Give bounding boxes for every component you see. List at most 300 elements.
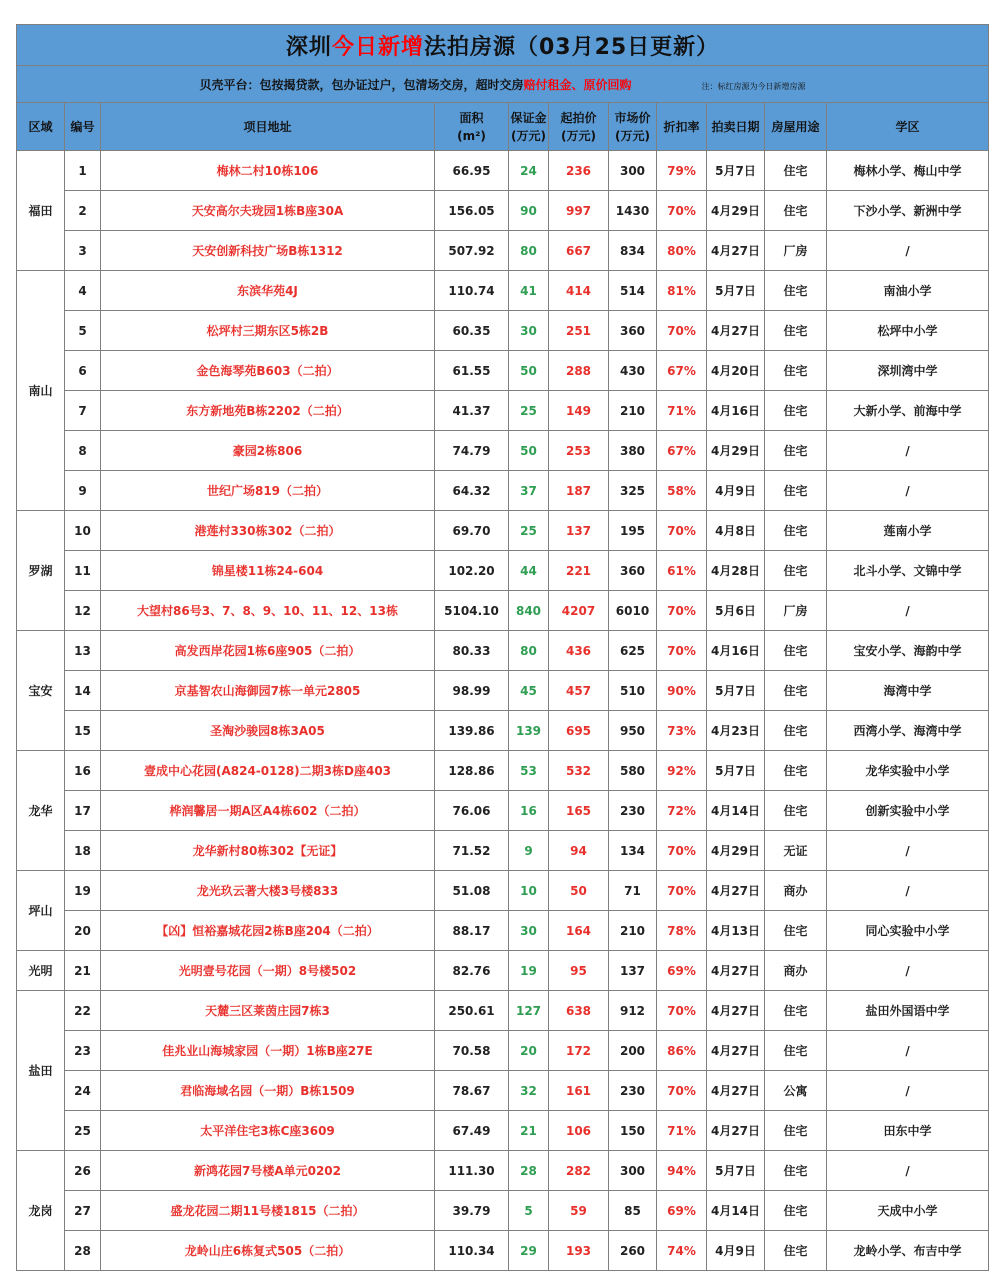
cell-date: 4月16日 bbox=[707, 631, 765, 671]
cell-market-price: 912 bbox=[609, 991, 657, 1031]
cell-date: 4月9日 bbox=[707, 1231, 765, 1271]
cell-start-price: 221 bbox=[549, 551, 609, 591]
cell-area: 61.55 bbox=[435, 351, 509, 391]
cell-market-price: 210 bbox=[609, 911, 657, 951]
cell-school: / bbox=[827, 951, 989, 991]
cell-school: / bbox=[827, 1071, 989, 1111]
cell-address: 桦润馨居一期A区A4栋602（二拍） bbox=[101, 791, 435, 831]
subtitle bbox=[17, 66, 989, 103]
cell-no: 10 bbox=[65, 511, 101, 551]
cell-usage: 住宅 bbox=[765, 911, 827, 951]
cell-discount: 69% bbox=[657, 1191, 707, 1231]
cell-address: 大望村86号3、7、8、9、10、11、12、13栋 bbox=[101, 591, 435, 631]
table-row bbox=[17, 871, 989, 911]
cell-start-price: 95 bbox=[549, 951, 609, 991]
cell-start-price: 532 bbox=[549, 751, 609, 791]
cell-deposit: 45 bbox=[509, 671, 549, 711]
cell-discount: 92% bbox=[657, 751, 707, 791]
cell-no: 17 bbox=[65, 791, 101, 831]
cell-region: 罗湖 bbox=[17, 511, 65, 631]
header-deposit-line2: (万元) bbox=[511, 128, 546, 143]
cell-usage: 住宅 bbox=[765, 511, 827, 551]
cell-date: 4月27日 bbox=[707, 951, 765, 991]
cell-discount: 67% bbox=[657, 431, 707, 471]
cell-start-price: 165 bbox=[549, 791, 609, 831]
cell-start-price: 164 bbox=[549, 911, 609, 951]
cell-deposit: 90 bbox=[509, 191, 549, 231]
cell-deposit: 19 bbox=[509, 951, 549, 991]
cell-usage: 住宅 bbox=[765, 1031, 827, 1071]
cell-area: 88.17 bbox=[435, 911, 509, 951]
table-row bbox=[17, 631, 989, 671]
cell-discount: 80% bbox=[657, 231, 707, 271]
header-row bbox=[17, 103, 989, 151]
cell-usage: 住宅 bbox=[765, 431, 827, 471]
table-row bbox=[17, 991, 989, 1031]
cell-no: 24 bbox=[65, 1071, 101, 1111]
cell-discount: 86% bbox=[657, 1031, 707, 1071]
cell-region: 光明 bbox=[17, 951, 65, 991]
cell-discount: 70% bbox=[657, 311, 707, 351]
cell-area: 507.92 bbox=[435, 231, 509, 271]
cell-area: 156.05 bbox=[435, 191, 509, 231]
cell-no: 28 bbox=[65, 1231, 101, 1271]
cell-date: 4月27日 bbox=[707, 991, 765, 1031]
header-start-price bbox=[549, 103, 609, 151]
cell-no: 19 bbox=[65, 871, 101, 911]
cell-address: 圣淘沙骏园8栋3A05 bbox=[101, 711, 435, 751]
cell-date: 4月27日 bbox=[707, 1071, 765, 1111]
cell-usage: 住宅 bbox=[765, 671, 827, 711]
cell-deposit: 127 bbox=[509, 991, 549, 1031]
cell-school: / bbox=[827, 431, 989, 471]
cell-address: 天麓三区莱茵庄园7栋3 bbox=[101, 991, 435, 1031]
cell-market-price: 230 bbox=[609, 1071, 657, 1111]
cell-usage: 住宅 bbox=[765, 711, 827, 751]
table-row bbox=[17, 551, 989, 591]
subtitle-row bbox=[17, 66, 989, 103]
cell-school: 莲南小学 bbox=[827, 511, 989, 551]
header-discount: 折扣率 bbox=[657, 103, 707, 151]
cell-deposit: 28 bbox=[509, 1151, 549, 1191]
cell-date: 4月14日 bbox=[707, 791, 765, 831]
cell-school: 同心实验中小学 bbox=[827, 911, 989, 951]
cell-start-price: 638 bbox=[549, 991, 609, 1031]
cell-school: 梅林小学、梅山中学 bbox=[827, 151, 989, 191]
cell-usage: 住宅 bbox=[765, 151, 827, 191]
cell-school: 西湾小学、海湾中学 bbox=[827, 711, 989, 751]
table-row bbox=[17, 471, 989, 511]
cell-start-price: 288 bbox=[549, 351, 609, 391]
title-row bbox=[17, 25, 989, 66]
title-suffix: 法拍房源（03月25日更新） bbox=[423, 34, 720, 60]
cell-date: 4月27日 bbox=[707, 311, 765, 351]
cell-discount: 74% bbox=[657, 1231, 707, 1271]
table-row bbox=[17, 1111, 989, 1151]
cell-market-price: 260 bbox=[609, 1231, 657, 1271]
header-date: 拍卖日期 bbox=[707, 103, 765, 151]
cell-region: 南山 bbox=[17, 271, 65, 511]
cell-deposit: 41 bbox=[509, 271, 549, 311]
cell-address: 龙岭山庄6栋复式505（二拍） bbox=[101, 1231, 435, 1271]
cell-area: 66.95 bbox=[435, 151, 509, 191]
cell-school: 大新小学、前海中学 bbox=[827, 391, 989, 431]
cell-address: 天安高尔夫珑园1栋B座30A bbox=[101, 191, 435, 231]
cell-start-price: 414 bbox=[549, 271, 609, 311]
cell-date: 4月16日 bbox=[707, 391, 765, 431]
cell-school: 田东中学 bbox=[827, 1111, 989, 1151]
cell-market-price: 430 bbox=[609, 351, 657, 391]
cell-school: 盐田外国语中学 bbox=[827, 991, 989, 1031]
cell-start-price: 94 bbox=[549, 831, 609, 871]
cell-market-price: 510 bbox=[609, 671, 657, 711]
header-deposit-line1: 保证金 bbox=[510, 110, 547, 125]
cell-market-price: 210 bbox=[609, 391, 657, 431]
cell-market-price: 150 bbox=[609, 1111, 657, 1151]
cell-deposit: 21 bbox=[509, 1111, 549, 1151]
cell-market-price: 325 bbox=[609, 471, 657, 511]
cell-usage: 住宅 bbox=[765, 631, 827, 671]
cell-start-price: 997 bbox=[549, 191, 609, 231]
cell-discount: 73% bbox=[657, 711, 707, 751]
cell-school: 海湾中学 bbox=[827, 671, 989, 711]
cell-date: 4月8日 bbox=[707, 511, 765, 551]
cell-deposit: 25 bbox=[509, 391, 549, 431]
cell-no: 25 bbox=[65, 1111, 101, 1151]
cell-usage: 住宅 bbox=[765, 1231, 827, 1271]
cell-discount: 69% bbox=[657, 951, 707, 991]
cell-discount: 70% bbox=[657, 831, 707, 871]
cell-start-price: 149 bbox=[549, 391, 609, 431]
cell-start-price: 193 bbox=[549, 1231, 609, 1271]
table-row bbox=[17, 191, 989, 231]
cell-address: 世纪广场819（二拍） bbox=[101, 471, 435, 511]
header-market-line2: (万元) bbox=[615, 128, 650, 143]
cell-discount: 70% bbox=[657, 991, 707, 1031]
cell-usage: 厂房 bbox=[765, 591, 827, 631]
cell-no: 2 bbox=[65, 191, 101, 231]
cell-date: 4月13日 bbox=[707, 911, 765, 951]
cell-address: 金色海琴苑B603（二拍） bbox=[101, 351, 435, 391]
table-row bbox=[17, 1151, 989, 1191]
cell-usage: 住宅 bbox=[765, 271, 827, 311]
cell-discount: 70% bbox=[657, 191, 707, 231]
cell-start-price: 667 bbox=[549, 231, 609, 271]
cell-usage: 住宅 bbox=[765, 791, 827, 831]
cell-usage: 公寓 bbox=[765, 1071, 827, 1111]
cell-no: 27 bbox=[65, 1191, 101, 1231]
header-deposit bbox=[509, 103, 549, 151]
cell-area: 250.61 bbox=[435, 991, 509, 1031]
table-row bbox=[17, 831, 989, 871]
cell-school: 龙岭小学、布吉中学 bbox=[827, 1231, 989, 1271]
cell-discount: 71% bbox=[657, 1111, 707, 1151]
cell-address: 豪园2栋806 bbox=[101, 431, 435, 471]
cell-address: 龙华新村80栋302【无证】 bbox=[101, 831, 435, 871]
cell-deposit: 9 bbox=[509, 831, 549, 871]
table-row bbox=[17, 1071, 989, 1111]
cell-deposit: 30 bbox=[509, 911, 549, 951]
cell-school: 龙华实验中小学 bbox=[827, 751, 989, 791]
cell-discount: 70% bbox=[657, 1071, 707, 1111]
cell-deposit: 30 bbox=[509, 311, 549, 351]
table-row bbox=[17, 311, 989, 351]
table-row bbox=[17, 351, 989, 391]
cell-address: 东方新地苑B栋2202（二拍） bbox=[101, 391, 435, 431]
header-start-line1: 起拍价 bbox=[560, 110, 597, 125]
cell-usage: 住宅 bbox=[765, 351, 827, 391]
cell-address: 高发西岸花园1栋6座905（二拍） bbox=[101, 631, 435, 671]
cell-address: 壹成中心花园(A824-0128)二期3栋D座403 bbox=[101, 751, 435, 791]
cell-address: 京基智农山海御园7栋一单元2805 bbox=[101, 671, 435, 711]
cell-deposit: 25 bbox=[509, 511, 549, 551]
cell-usage: 商办 bbox=[765, 871, 827, 911]
cell-school: / bbox=[827, 871, 989, 911]
cell-start-price: 236 bbox=[549, 151, 609, 191]
cell-no: 4 bbox=[65, 271, 101, 311]
table-row bbox=[17, 791, 989, 831]
cell-no: 23 bbox=[65, 1031, 101, 1071]
cell-start-price: 251 bbox=[549, 311, 609, 351]
cell-area: 111.30 bbox=[435, 1151, 509, 1191]
cell-no: 13 bbox=[65, 631, 101, 671]
cell-region: 宝安 bbox=[17, 631, 65, 751]
cell-start-price: 253 bbox=[549, 431, 609, 471]
cell-deposit: 44 bbox=[509, 551, 549, 591]
cell-address: 佳兆业山海城家园（一期）1栋B座27E bbox=[101, 1031, 435, 1071]
cell-no: 12 bbox=[65, 591, 101, 631]
subtitle-note: 注：标红房源为今日新增房源 bbox=[701, 81, 806, 91]
cell-start-price: 50 bbox=[549, 871, 609, 911]
cell-school: / bbox=[827, 231, 989, 271]
cell-discount: 79% bbox=[657, 151, 707, 191]
cell-deposit: 20 bbox=[509, 1031, 549, 1071]
cell-school: 下沙小学、新洲中学 bbox=[827, 191, 989, 231]
cell-market-price: 300 bbox=[609, 151, 657, 191]
page-title bbox=[17, 25, 989, 66]
cell-area: 74.79 bbox=[435, 431, 509, 471]
cell-usage: 住宅 bbox=[765, 991, 827, 1031]
cell-date: 4月23日 bbox=[707, 711, 765, 751]
cell-address: 光明壹号花园（一期）8号楼502 bbox=[101, 951, 435, 991]
cell-deposit: 53 bbox=[509, 751, 549, 791]
cell-market-price: 580 bbox=[609, 751, 657, 791]
cell-date: 4月29日 bbox=[707, 431, 765, 471]
cell-deposit: 840 bbox=[509, 591, 549, 631]
cell-no: 18 bbox=[65, 831, 101, 871]
cell-no: 1 bbox=[65, 151, 101, 191]
cell-usage: 厂房 bbox=[765, 231, 827, 271]
cell-start-price: 172 bbox=[549, 1031, 609, 1071]
cell-market-price: 137 bbox=[609, 951, 657, 991]
table-row bbox=[17, 711, 989, 751]
cell-market-price: 360 bbox=[609, 311, 657, 351]
cell-usage: 住宅 bbox=[765, 471, 827, 511]
cell-region: 盐田 bbox=[17, 991, 65, 1151]
cell-market-price: 195 bbox=[609, 511, 657, 551]
cell-market-price: 360 bbox=[609, 551, 657, 591]
listing-table bbox=[16, 24, 989, 1271]
header-start-line2: (万元) bbox=[561, 128, 596, 143]
cell-market-price: 6010 bbox=[609, 591, 657, 631]
cell-region: 龙华 bbox=[17, 751, 65, 871]
cell-address: 龙光玖云著大楼3号楼833 bbox=[101, 871, 435, 911]
cell-area: 76.06 bbox=[435, 791, 509, 831]
cell-area: 69.70 bbox=[435, 511, 509, 551]
header-address: 项目地址 bbox=[101, 103, 435, 151]
cell-region: 坪山 bbox=[17, 871, 65, 951]
cell-start-price: 695 bbox=[549, 711, 609, 751]
cell-discount: 70% bbox=[657, 631, 707, 671]
cell-deposit: 5 bbox=[509, 1191, 549, 1231]
cell-area: 39.79 bbox=[435, 1191, 509, 1231]
cell-address: 松坪村三期东区5栋2B bbox=[101, 311, 435, 351]
cell-date: 4月14日 bbox=[707, 1191, 765, 1231]
cell-discount: 94% bbox=[657, 1151, 707, 1191]
table-row bbox=[17, 431, 989, 471]
cell-no: 11 bbox=[65, 551, 101, 591]
cell-date: 5月7日 bbox=[707, 271, 765, 311]
cell-area: 139.86 bbox=[435, 711, 509, 751]
table-row bbox=[17, 391, 989, 431]
title-prefix: 深圳 bbox=[285, 34, 332, 60]
header-school: 学区 bbox=[827, 103, 989, 151]
cell-no: 15 bbox=[65, 711, 101, 751]
cell-school: 宝安小学、海韵中学 bbox=[827, 631, 989, 671]
header-area-line1: 面积 bbox=[459, 110, 484, 125]
cell-school: 创新实验中小学 bbox=[827, 791, 989, 831]
cell-deposit: 139 bbox=[509, 711, 549, 751]
cell-date: 5月7日 bbox=[707, 151, 765, 191]
cell-area: 102.20 bbox=[435, 551, 509, 591]
header-market-line1: 市场价 bbox=[614, 110, 651, 125]
cell-area: 110.34 bbox=[435, 1231, 509, 1271]
table-row bbox=[17, 511, 989, 551]
cell-address: 港莲村330栋302（二拍） bbox=[101, 511, 435, 551]
cell-area: 78.67 bbox=[435, 1071, 509, 1111]
cell-date: 4月27日 bbox=[707, 231, 765, 271]
cell-no: 20 bbox=[65, 911, 101, 951]
cell-area: 71.52 bbox=[435, 831, 509, 871]
cell-area: 82.76 bbox=[435, 951, 509, 991]
cell-area: 5104.10 bbox=[435, 591, 509, 631]
cell-address: 君临海域名园（一期）B栋1509 bbox=[101, 1071, 435, 1111]
cell-market-price: 300 bbox=[609, 1151, 657, 1191]
cell-date: 5月7日 bbox=[707, 671, 765, 711]
cell-area: 80.33 bbox=[435, 631, 509, 671]
cell-no: 7 bbox=[65, 391, 101, 431]
cell-usage: 住宅 bbox=[765, 1151, 827, 1191]
cell-school: 深圳湾中学 bbox=[827, 351, 989, 391]
cell-discount: 71% bbox=[657, 391, 707, 431]
header-area bbox=[435, 103, 509, 151]
cell-date: 4月9日 bbox=[707, 471, 765, 511]
cell-address: 太平洋住宅3栋C座3609 bbox=[101, 1111, 435, 1151]
cell-date: 4月27日 bbox=[707, 871, 765, 911]
cell-discount: 58% bbox=[657, 471, 707, 511]
header-usage: 房屋用途 bbox=[765, 103, 827, 151]
cell-address: 【凶】恒裕嘉城花园2栋B座204（二拍） bbox=[101, 911, 435, 951]
cell-deposit: 80 bbox=[509, 631, 549, 671]
cell-start-price: 59 bbox=[549, 1191, 609, 1231]
table-row bbox=[17, 1231, 989, 1271]
cell-school: 北斗小学、文锦中学 bbox=[827, 551, 989, 591]
cell-school: / bbox=[827, 831, 989, 871]
cell-market-price: 200 bbox=[609, 1031, 657, 1071]
cell-date: 4月27日 bbox=[707, 1031, 765, 1071]
cell-school: 松坪中小学 bbox=[827, 311, 989, 351]
cell-discount: 70% bbox=[657, 871, 707, 911]
cell-deposit: 50 bbox=[509, 431, 549, 471]
title-highlight: 今日新增 bbox=[331, 34, 424, 60]
cell-no: 22 bbox=[65, 991, 101, 1031]
cell-usage: 住宅 bbox=[765, 751, 827, 791]
cell-start-price: 4207 bbox=[549, 591, 609, 631]
cell-discount: 61% bbox=[657, 551, 707, 591]
cell-market-price: 71 bbox=[609, 871, 657, 911]
cell-deposit: 29 bbox=[509, 1231, 549, 1271]
cell-school: / bbox=[827, 1151, 989, 1191]
table-row bbox=[17, 911, 989, 951]
cell-no: 3 bbox=[65, 231, 101, 271]
cell-no: 26 bbox=[65, 1151, 101, 1191]
header-area-line2: (m²) bbox=[457, 128, 486, 143]
cell-start-price: 106 bbox=[549, 1111, 609, 1151]
cell-area: 110.74 bbox=[435, 271, 509, 311]
cell-no: 21 bbox=[65, 951, 101, 991]
cell-address: 天安创新科技广场B栋1312 bbox=[101, 231, 435, 271]
table-row bbox=[17, 271, 989, 311]
cell-market-price: 380 bbox=[609, 431, 657, 471]
cell-start-price: 457 bbox=[549, 671, 609, 711]
cell-usage: 住宅 bbox=[765, 551, 827, 591]
cell-area: 98.99 bbox=[435, 671, 509, 711]
cell-discount: 70% bbox=[657, 511, 707, 551]
cell-no: 14 bbox=[65, 671, 101, 711]
cell-no: 9 bbox=[65, 471, 101, 511]
table-row bbox=[17, 591, 989, 631]
cell-no: 5 bbox=[65, 311, 101, 351]
cell-area: 60.35 bbox=[435, 311, 509, 351]
cell-usage: 住宅 bbox=[765, 1191, 827, 1231]
cell-school: 天成中小学 bbox=[827, 1191, 989, 1231]
listing-sheet bbox=[16, 24, 988, 1271]
cell-date: 4月20日 bbox=[707, 351, 765, 391]
subtitle-text: 贝壳平台：包按揭贷款，包办证过户，包清场交房，超时交房 bbox=[199, 77, 524, 92]
cell-date: 5月6日 bbox=[707, 591, 765, 631]
cell-region: 龙岗 bbox=[17, 1151, 65, 1271]
cell-address: 梅林二村10栋106 bbox=[101, 151, 435, 191]
cell-market-price: 1430 bbox=[609, 191, 657, 231]
subtitle-red-text: 赔付租金、原价回购 bbox=[523, 77, 632, 92]
cell-market-price: 834 bbox=[609, 231, 657, 271]
cell-date: 4月29日 bbox=[707, 191, 765, 231]
cell-address: 新鸿花园7号楼A单元0202 bbox=[101, 1151, 435, 1191]
cell-region: 福田 bbox=[17, 151, 65, 271]
cell-area: 128.86 bbox=[435, 751, 509, 791]
cell-address: 东滨华苑4J bbox=[101, 271, 435, 311]
cell-date: 5月7日 bbox=[707, 751, 765, 791]
cell-address: 盛龙花园二期11号楼1815（二拍） bbox=[101, 1191, 435, 1231]
table-row bbox=[17, 751, 989, 791]
cell-discount: 70% bbox=[657, 591, 707, 631]
cell-school: / bbox=[827, 591, 989, 631]
cell-deposit: 50 bbox=[509, 351, 549, 391]
cell-discount: 67% bbox=[657, 351, 707, 391]
cell-start-price: 282 bbox=[549, 1151, 609, 1191]
cell-discount: 72% bbox=[657, 791, 707, 831]
cell-usage: 商办 bbox=[765, 951, 827, 991]
